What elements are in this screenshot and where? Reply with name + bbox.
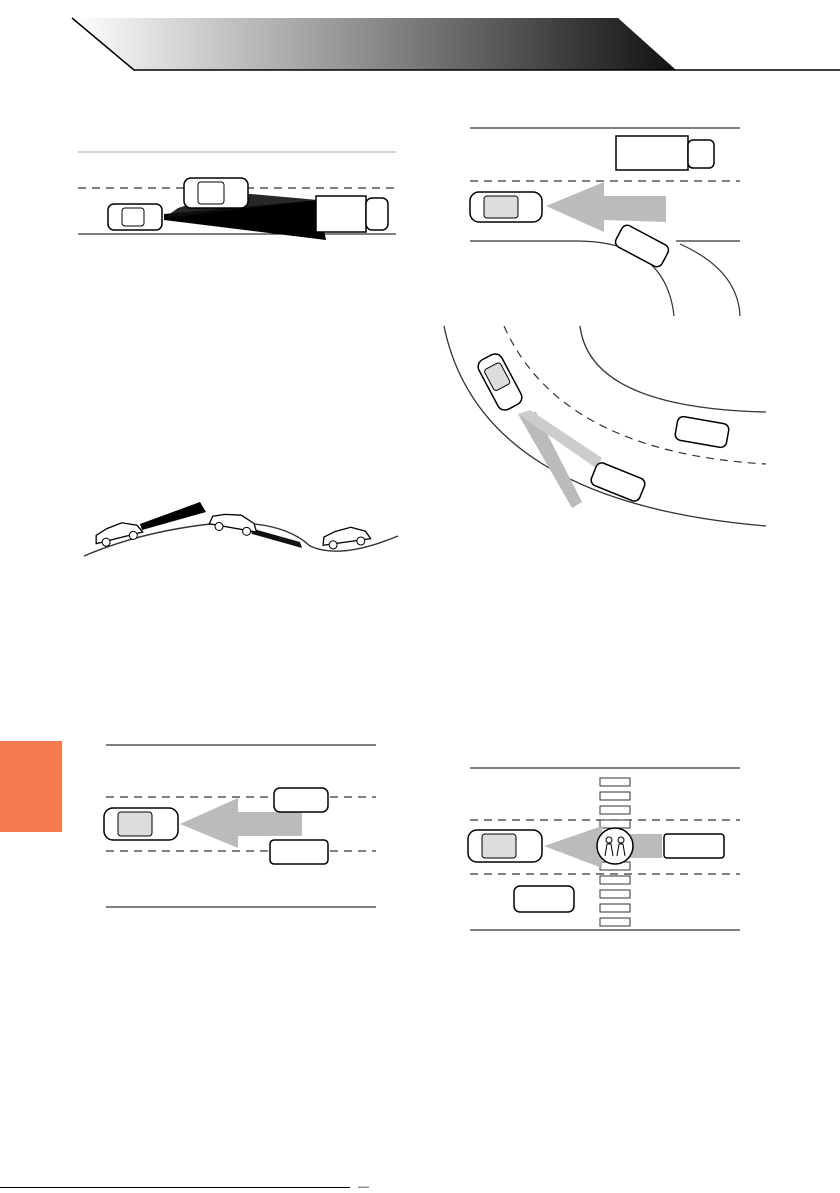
own-car-icon: [470, 192, 542, 222]
adjacent-car-icon: [589, 461, 646, 503]
own-car-icon: [104, 808, 178, 840]
pedestrian-icon: [597, 828, 633, 864]
own-car-icon: [108, 204, 162, 230]
car-adjacent-lane-icon: [514, 886, 574, 912]
sensor-beam: [546, 182, 666, 232]
figure-adjacent-lanes: [102, 740, 378, 912]
car-crest-icon: [208, 510, 259, 537]
truck-icon: [616, 136, 714, 170]
figure-pedestrian-crossing: [466, 764, 742, 936]
turning-car-icon: [613, 223, 670, 269]
figure-overtaking-car: [78, 148, 398, 240]
oncoming-car-icon: [674, 416, 729, 449]
own-car-icon: [475, 351, 524, 413]
overtaking-car-icon: [184, 178, 248, 208]
page-number: —: [358, 1181, 370, 1193]
car-uphill-icon: [93, 518, 144, 548]
car-adjacent-lane-icon: [274, 788, 328, 812]
car-valley-icon: [321, 525, 371, 550]
chapter-side-tab: [0, 741, 62, 832]
van-ahead-icon: [664, 834, 724, 858]
figure-hilly-road: [80, 494, 402, 564]
truck-icon: [316, 196, 388, 232]
own-car-icon: [468, 830, 542, 862]
footer-rule: [0, 1187, 350, 1188]
figure-curve: [440, 322, 770, 530]
van-adjacent-lane-icon: [270, 840, 328, 864]
header-banner: [0, 0, 840, 80]
figure-junction: [466, 120, 746, 320]
